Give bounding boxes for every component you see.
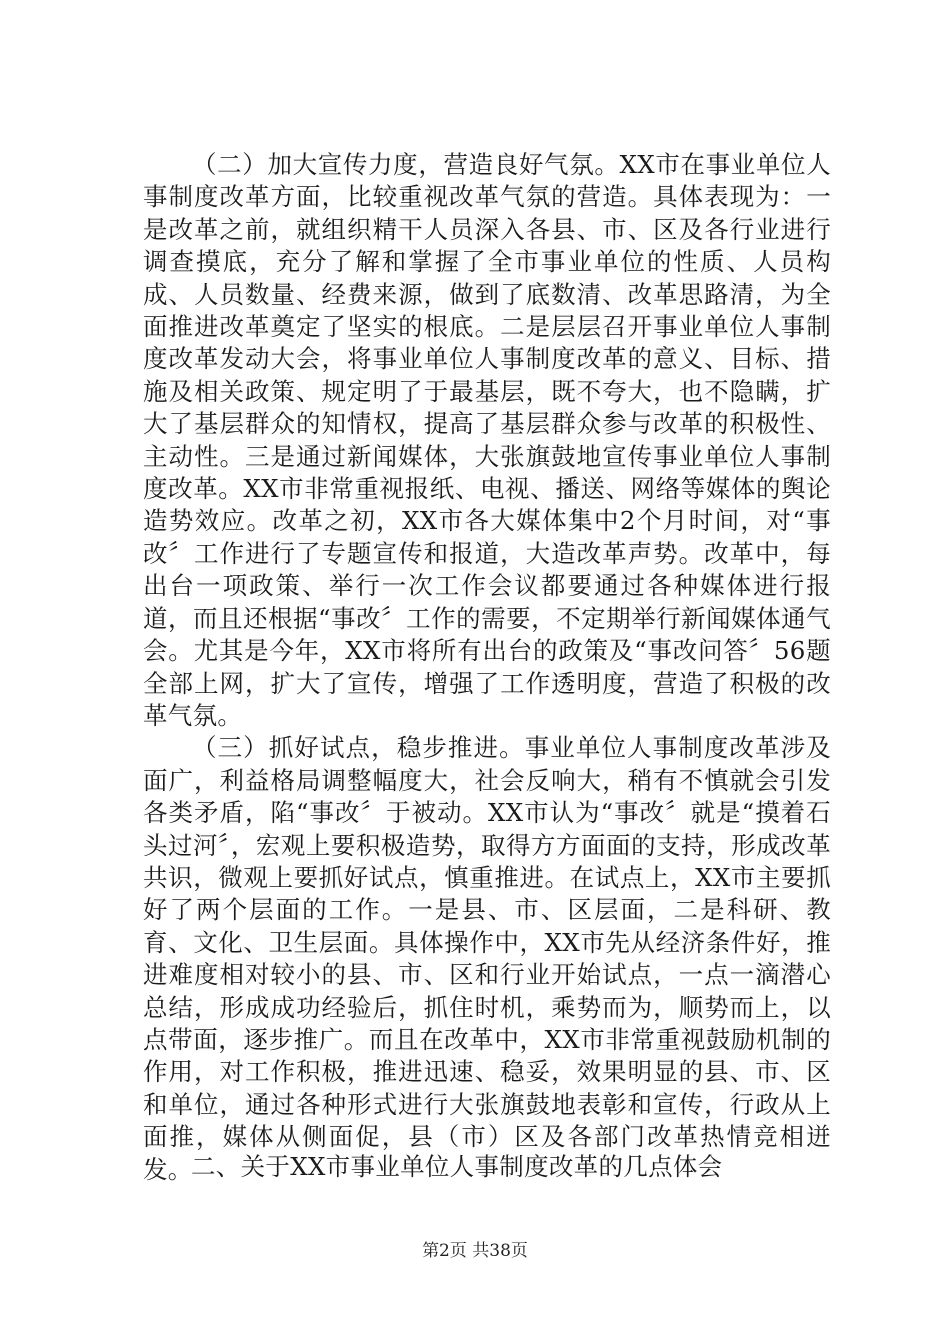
section-heading: 二、关于XX市事业单位人事制度改革的几点体会: [191, 1152, 723, 1181]
body-text: [143, 149, 831, 1186]
paragraph-publicity: （二）加大宣传力度，营造良好气氛。XX市在事业单位人事制度改革方面，比较重视改革气氛的营造。具体表现为：一是改革之前，就组织精干人员深入各县、市、区及各行业进行调查摸底，充分了解和掌握了全市事业单位的性质、人员构成、人员数量、经费来源，做到了底数清、改革思路清，为全面推进改革奠定了坚实的根底。二是层层召开事业单位人事制度改革发动大会，将事业单位人事制度改革的意义、目标、措施及相关政策、规定明了于最基层，既不夸大，也不隐瞒，扩大了基层群众的知情权，提高了基层群众参与改革的积极性、主动性。三是通过新闻媒体，大张旗鼓地宣传事业单位人事制度改革。XX市非常重视报纸、电视、播送、网络等媒体的舆论造势效应。改革之初，XX市各大媒体集中2个月时间，对“事改〞工作进行了专题宣传和报道，大造改革声势。改革中，每出台一项政策、举行一次工作会议都要通过各种媒体进行报道，而且还根据“事改〞工作的需要，不定期举行新闻媒体通气会。尤其是今年，XX市将所有出台的政策及“事改问答〞56题全部上网，扩大了宣传，增强了工作透明度，营造了积极的改革气氛。: [143, 150, 831, 730]
page-footer: 第2页 共38页: [422, 1241, 528, 1261]
paragraph-pilot: （三）抓好试点，稳步推进。事业单位人事制度改革涉及面广，利益格局调整幅度大，社会反响大，稍有不慎就会引发各类矛盾，陷“事改〞于被动。XX市认为“事改〞就是“摸着石头过河〞，宏观上要积极造势，取得方方面面的支持，形成改革共识，微观上要抓好试点，慎重推进。在试点上，XX市主要抓好了两个层面的工作。一是县、市、区层面，二是科研、教育、文化、卫生层面。具体操作中，XX市先从经济条件好，推进难度相对较小的县、市、区和行业开始试点，一点一滴潜心总结，形成成功经验后，抓住时机，乘势而为，顺势而上，以点带面，逐步推广。而且在改革中，XX市非常重视鼓励机制的作用，对工作积极，推进迅速、稳妥，效果明显的县、市、区和单位，通过各种形式进行大张旗鼓地表彰和宣传，行政从上面推，媒体从侧面促，县（市）区及各部门改革热情竞相迸发。: [143, 733, 831, 1184]
